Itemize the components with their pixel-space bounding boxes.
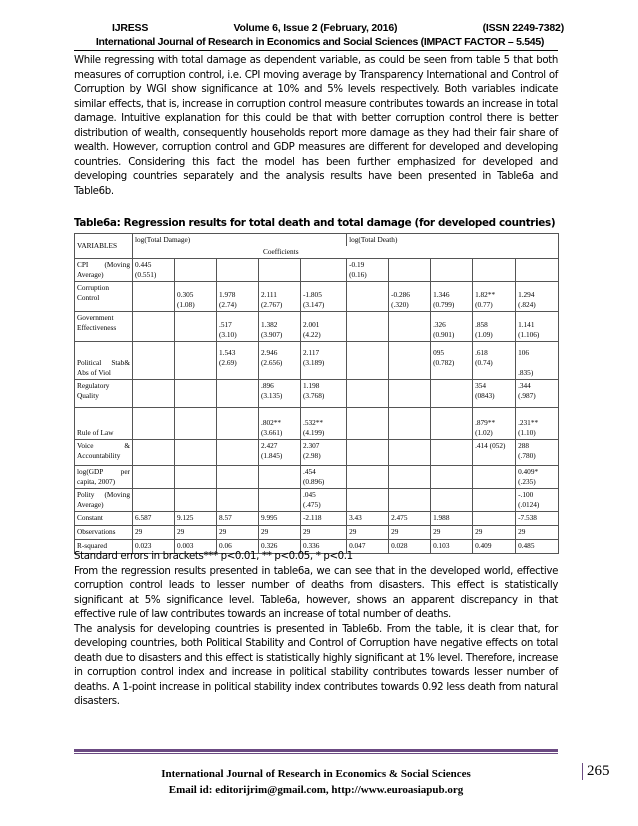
footer-journal: International Journal of Research in Economics & Social Sciences [161,768,471,780]
coef-cell [217,380,259,408]
coef-cell: 0.326 [259,540,301,554]
coef-cell: 0.003 [175,540,217,554]
coef-cell [175,440,217,466]
coef-cell: 1.978 (2.74) [217,282,259,312]
coef-cell: 1.543 (2.69) [217,342,259,380]
coef-cell: 0.409 [473,540,516,554]
row-label: Regulatory Quality [75,380,133,408]
coef-cell: 6.587 [133,512,175,526]
body-paragraph-2 [74,550,558,710]
row-label: Government Effectiveness [75,312,133,342]
coef-cell: .414 (052) [473,440,516,466]
coef-cell: -0.286 (.320) [389,282,431,312]
paragraph-text: While regressing with total damage as dependent variable, as could be seen from table 5 that both measures of corruption control, i.e. CPI moving average by Transparency International and Control of Corruption by WGI show significance at 10% and 5% levels respectively. Both variables indicate similar effects, that is, increase in corruption control measure contributes towards an increase in total damage. Intuitive explanation for this could be that with better corruption control there is better distribution of wealth, consequently households report more damage as they had their fair share of wealth. However, corruption control and GDP measures are different for developed and developing countries. Considering this fact the model has been further emphasized for developed and developing countries separately and the analysis results have been presented in Table6a and Table6b. [74,55,558,197]
coef-cell [175,259,217,282]
coef-cell [175,312,217,342]
header-rule [74,50,558,51]
coef-cell: 1.294 (.824) [516,282,559,312]
volume-issue: Volume 6, Issue 2 (February, 2016) [233,22,398,34]
coef-cell: 0.06 [217,540,259,554]
coef-cell: -2.118 [301,512,347,526]
table-row [75,342,559,380]
coef-cell: 3.43 [347,512,389,526]
coef-cell [133,312,175,342]
coef-cell: .879** (1.02) [473,408,516,440]
coef-cell [133,342,175,380]
coef-cell: 1.141 (1.106) [516,312,559,342]
coef-cell: 0.485 [516,540,559,554]
coef-cell: .045 (.475) [301,489,347,512]
coef-cell [133,466,175,489]
coef-cell [431,259,473,282]
coef-cell: 0.023 [133,540,175,554]
coef-cell: 29 [431,526,473,540]
coef-cell [133,440,175,466]
coef-cell [431,489,473,512]
coef-cell [217,466,259,489]
table-row [75,489,559,512]
coef-cell: 1.988 [431,512,473,526]
coef-cell: 29 [473,526,516,540]
coef-cell: .344 (.987) [516,380,559,408]
row-label: Rule of Law [75,408,133,440]
coef-cell [431,380,473,408]
coef-cell: 29 [175,526,217,540]
table-row [75,440,559,466]
row-label: Constant [75,512,133,526]
row-label: Voice & Accountability [75,440,133,466]
coef-cell [347,466,389,489]
coef-cell: 354 (0843) [473,380,516,408]
row-label: CPI (Moving Average) [75,259,133,282]
coef-cell [389,408,431,440]
coef-cell: -1.805 (3.147) [301,282,347,312]
coef-cell: 29 [516,526,559,540]
coef-cell: 1.346 (0.799) [431,282,473,312]
header-variables: VARIABLES [75,234,133,259]
row-label: Corruption Control [75,282,133,312]
coef-cell [175,380,217,408]
coef-cell: 0.028 [389,540,431,554]
coef-cell: 1.198 (3.768) [301,380,347,408]
coef-cell: .858 (1.09) [473,312,516,342]
coef-cell: 288 (.780) [516,440,559,466]
coef-cell [301,259,347,282]
coef-cell [389,466,431,489]
table-header-row [75,234,559,247]
journal-code: IJRESS [112,22,149,34]
coef-cell: .517 (3.10) [217,312,259,342]
coef-cell [217,489,259,512]
coef-cell: 2.307 (2.98) [301,440,347,466]
coef-cell [347,408,389,440]
coef-cell [516,259,559,282]
coef-cell: 0.305 (1.08) [175,282,217,312]
coef-cell: 106 .835) [516,342,559,380]
table-row [75,380,559,408]
coef-cell [259,259,301,282]
coef-cell [347,282,389,312]
coef-cell [217,408,259,440]
table-row [75,408,559,440]
coef-cell [431,466,473,489]
coef-cell: .454 (0.896) [301,466,347,489]
coef-cell [431,408,473,440]
coef-cell [389,440,431,466]
coef-cell: 2.001 (4.22) [301,312,347,342]
coef-cell: 2.117 (3.189) [301,342,347,380]
coef-cell [259,466,301,489]
footer-contact: Email id: editorijrim@gmail.com, http://www.euroasiapub.org [168,784,464,796]
header-coefficients: Coefficients [133,246,559,259]
table-row [75,312,559,342]
header-death: log(Total Death) [347,234,559,247]
coef-cell [347,489,389,512]
coef-cell [347,312,389,342]
coef-cell [175,342,217,380]
coef-cell: 2.946 (2.656) [259,342,301,380]
coef-cell [133,489,175,512]
row-label: log(GDP per capita, 2007) [75,466,133,489]
coef-cell: 0.336 [301,540,347,554]
table-subheader-row [75,246,559,259]
coef-cell: 1.82** (0.77) [473,282,516,312]
issn: (ISSN 2249-7382) [482,22,564,34]
table-row [75,512,559,526]
body-paragraph-1 [74,54,558,199]
coef-cell: 29 [301,526,347,540]
coef-cell [389,342,431,380]
coef-cell: 0.103 [431,540,473,554]
coef-cell: -7.538 [516,512,559,526]
coef-cell: 2.475 [389,512,431,526]
footer-rule-thick [74,749,558,752]
coef-cell [347,440,389,466]
coef-cell [431,440,473,466]
coef-cell [347,342,389,380]
coef-cell: .802** (3.661) [259,408,301,440]
coef-cell: 29 [259,526,301,540]
coef-cell: .231** (1.10) [516,408,559,440]
coef-cell [133,380,175,408]
coef-cell [175,466,217,489]
table-row [75,466,559,489]
coef-cell [175,408,217,440]
coef-cell [347,380,389,408]
journal-title: International Journal of Research in Economics and Social Sciences (IMPACT FACTOR – 5.545) [95,36,545,48]
coef-cell [217,259,259,282]
coef-cell: -0.19 (0.16) [347,259,389,282]
coef-cell [175,489,217,512]
row-label: Polity (Moving Average) [75,489,133,512]
coef-cell [217,440,259,466]
coef-cell: 29 [389,526,431,540]
row-label: Observations [75,526,133,540]
coef-cell: 0.445 (0.551) [133,259,175,282]
row-label: R-squared [75,540,133,554]
coef-cell: 29 [217,526,259,540]
coef-cell [473,259,516,282]
coef-cell: 8.57 [217,512,259,526]
running-header [112,22,564,34]
coef-cell: .532** (4.199) [301,408,347,440]
paragraph-text: The analysis for developing countries is presented in Table6b. From the table, it is clear that, for developing countries, both Political Stability and Control of Corruption have negative effects on total death due to disasters and this effect is statistically highly significant at 1% level. Therefore, increase in corruption control index and increase in political stability contributes towards lesser number of deaths. A 1-point increase in political stability index contributes towards 0.92 less death from natural disasters. [74,623,558,707]
coef-cell [389,489,431,512]
coef-cell [259,489,301,512]
table-row [75,526,559,540]
coef-cell: 095 (0.782) [431,342,473,380]
table-caption: Table6a: Regression results for total death and total damage (for developed countries) [74,217,556,229]
page-number: 265 [582,763,610,780]
coef-cell: -.100 (.0124) [516,489,559,512]
coef-cell: 1.382 (3.907) [259,312,301,342]
coef-cell: 9.125 [175,512,217,526]
footnote-line: Standard errors in brackets*** p<0.01, ** p<0.05, * p<0.1 [74,551,353,562]
coef-cell: .896 (3.135) [259,380,301,408]
coef-cell: 2.111 (2.767) [259,282,301,312]
coef-cell [389,380,431,408]
table-row [75,259,559,282]
coef-cell [473,512,516,526]
coef-cell: 29 [347,526,389,540]
coef-cell [133,282,175,312]
coef-cell [389,312,431,342]
coef-cell [473,489,516,512]
paragraph-text: From the regression results presented in table6a, we can see that in the developed world, effective corruption control leads to lesser number of deaths from disasters. This effect is statistically significant at 5% significance level. Table6a, however, shows an apparent discrepancy in that effective rule of law contributes towards an increase of total number of deaths. [74,565,558,620]
footer-rule-thin [74,753,558,754]
coef-cell [389,259,431,282]
header-damage: log(Total Damage) [133,234,347,247]
coef-cell: 0.047 [347,540,389,554]
coef-cell: 0.409* (.235) [516,466,559,489]
coef-cell: 29 [133,526,175,540]
regression-table [74,233,558,554]
row-label: Political Stab& Abs of Viol [75,342,133,380]
table-row [75,282,559,312]
coef-cell [473,466,516,489]
coef-cell: .618 (0.74) [473,342,516,380]
coef-cell [133,408,175,440]
coef-cell: 2.427 (1.845) [259,440,301,466]
coef-cell: 9.995 [259,512,301,526]
coef-cell: .326 (0.901) [431,312,473,342]
